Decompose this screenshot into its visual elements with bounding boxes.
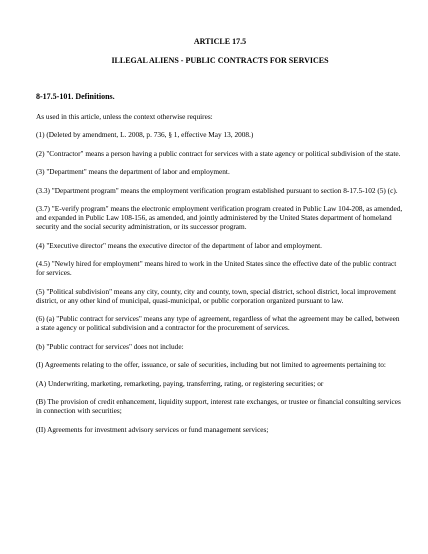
document-page: [36, 0, 404, 434]
paragraph-6-b-i-b: (B) The provision of credit enhancement, liquidity support, interest rate exchanges, or trustee or financial consulting services in connection with securities;: [36, 397, 401, 415]
paragraph-3-3: (3.3) "Department program" means the employment verification program established pursuant to section 8-17.5-102 (5) (c).: [36, 185, 398, 195]
paragraph-intro: As used in this article, unless the context otherwise requires:: [36, 111, 213, 121]
paragraph-4-5: (4.5) "Newly hired for employment" means hired to work in the United States since the effective date of the public contract for services.: [36, 259, 397, 277]
paragraph-2: (2) "Contractor" means a person having a public contract for services with a state agency or political subdivision of the state.: [36, 148, 401, 158]
paragraph-5: (5) "Political subdivision" means any city, county, city and county, town, special district, school district, local improvement district, or any other kind of municipal, quasi-municipal, or public corporation organized pursuant to law.: [36, 286, 396, 305]
paragraph-3: (3) "Department" means the department of labor and employment.: [36, 167, 230, 176]
paragraph-6-b-ii: (II) Agreements for investment advisory services or fund management services;: [36, 424, 269, 434]
paragraph-list: [36, 112, 404, 434]
paragraph-1: (1) (Deleted by amendment, L. 2008, p. 736, § 1, effective May 13, 2008.): [36, 130, 254, 139]
paragraph-6-b-i: (I) Agreements relating to the offer, issuance, or sale of securities, including but not limited to agreements pertaining to:: [36, 360, 386, 369]
paragraph-3-7: (3.7) "E-verify program" means the electronic employment verification program created in Public Law 104-208, as amended, and expanded in Public Law 108-156, as amended, and jointly administered by the United States department of homeland security and the social security administration, or its successor program.: [36, 204, 403, 231]
section-heading: 8-17.5-101. Definitions.: [36, 92, 115, 101]
paragraph-6-b-i-a: (A) Underwriting, marketing, remarketing, paying, transferring, rating, or registering securities; or: [36, 378, 324, 388]
paragraph-6-b: (b) "Public contract for services" does not include:: [36, 341, 184, 351]
article-title: ILLEGAL ALIENS - PUBLIC CONTRACTS FOR SERVICES: [111, 56, 329, 65]
paragraph-4: (4) "Executive director" means the executive director of the department of labor and employment.: [36, 240, 322, 250]
article-number: ARTICLE 17.5: [193, 37, 247, 46]
paragraph-6-a: (6) (a) "Public contract for services" means any type of agreement, regardless of what the agreement may be called, between a state agency or political subdivision and a contractor for the procurement of services.: [36, 314, 400, 332]
